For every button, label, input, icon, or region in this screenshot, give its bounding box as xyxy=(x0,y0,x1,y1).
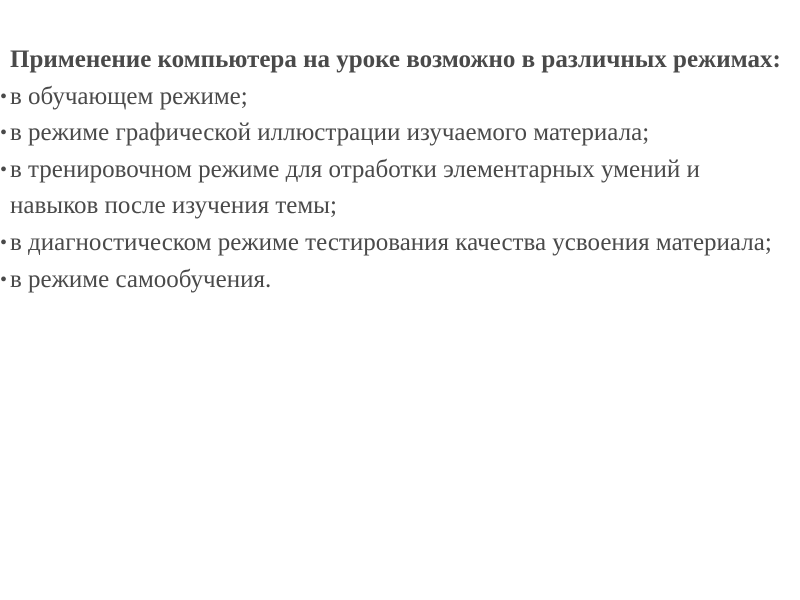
bullet-dot-icon: • xyxy=(0,85,8,108)
bullet-list xyxy=(0,79,790,299)
slide-heading: Применение компьютера на уроке возможно в различных режимах: xyxy=(10,46,781,73)
bullet-text: в тренировочном режиме для отработки элементарных умений и навыков после изучения темы; xyxy=(10,155,700,220)
bullet-dot-icon: • xyxy=(0,158,8,181)
bullet-item xyxy=(0,79,790,116)
bullet-item xyxy=(0,115,790,152)
bullet-item xyxy=(0,152,790,225)
bullet-item xyxy=(0,225,790,262)
bullet-text: в режиме графической иллюстрации изучаемого материала; xyxy=(10,119,650,147)
bullet-text: в режиме самообучения. xyxy=(10,265,272,293)
bullet-dot-icon: • xyxy=(0,122,8,145)
bullet-text: в обучающем режиме; xyxy=(10,82,248,110)
bullet-dot-icon: • xyxy=(0,268,8,291)
bullet-text: в диагностическом режиме тестирования качества усвоения материала; xyxy=(10,228,772,256)
bullet-dot-icon: • xyxy=(0,231,8,254)
bullet-item xyxy=(0,262,790,299)
